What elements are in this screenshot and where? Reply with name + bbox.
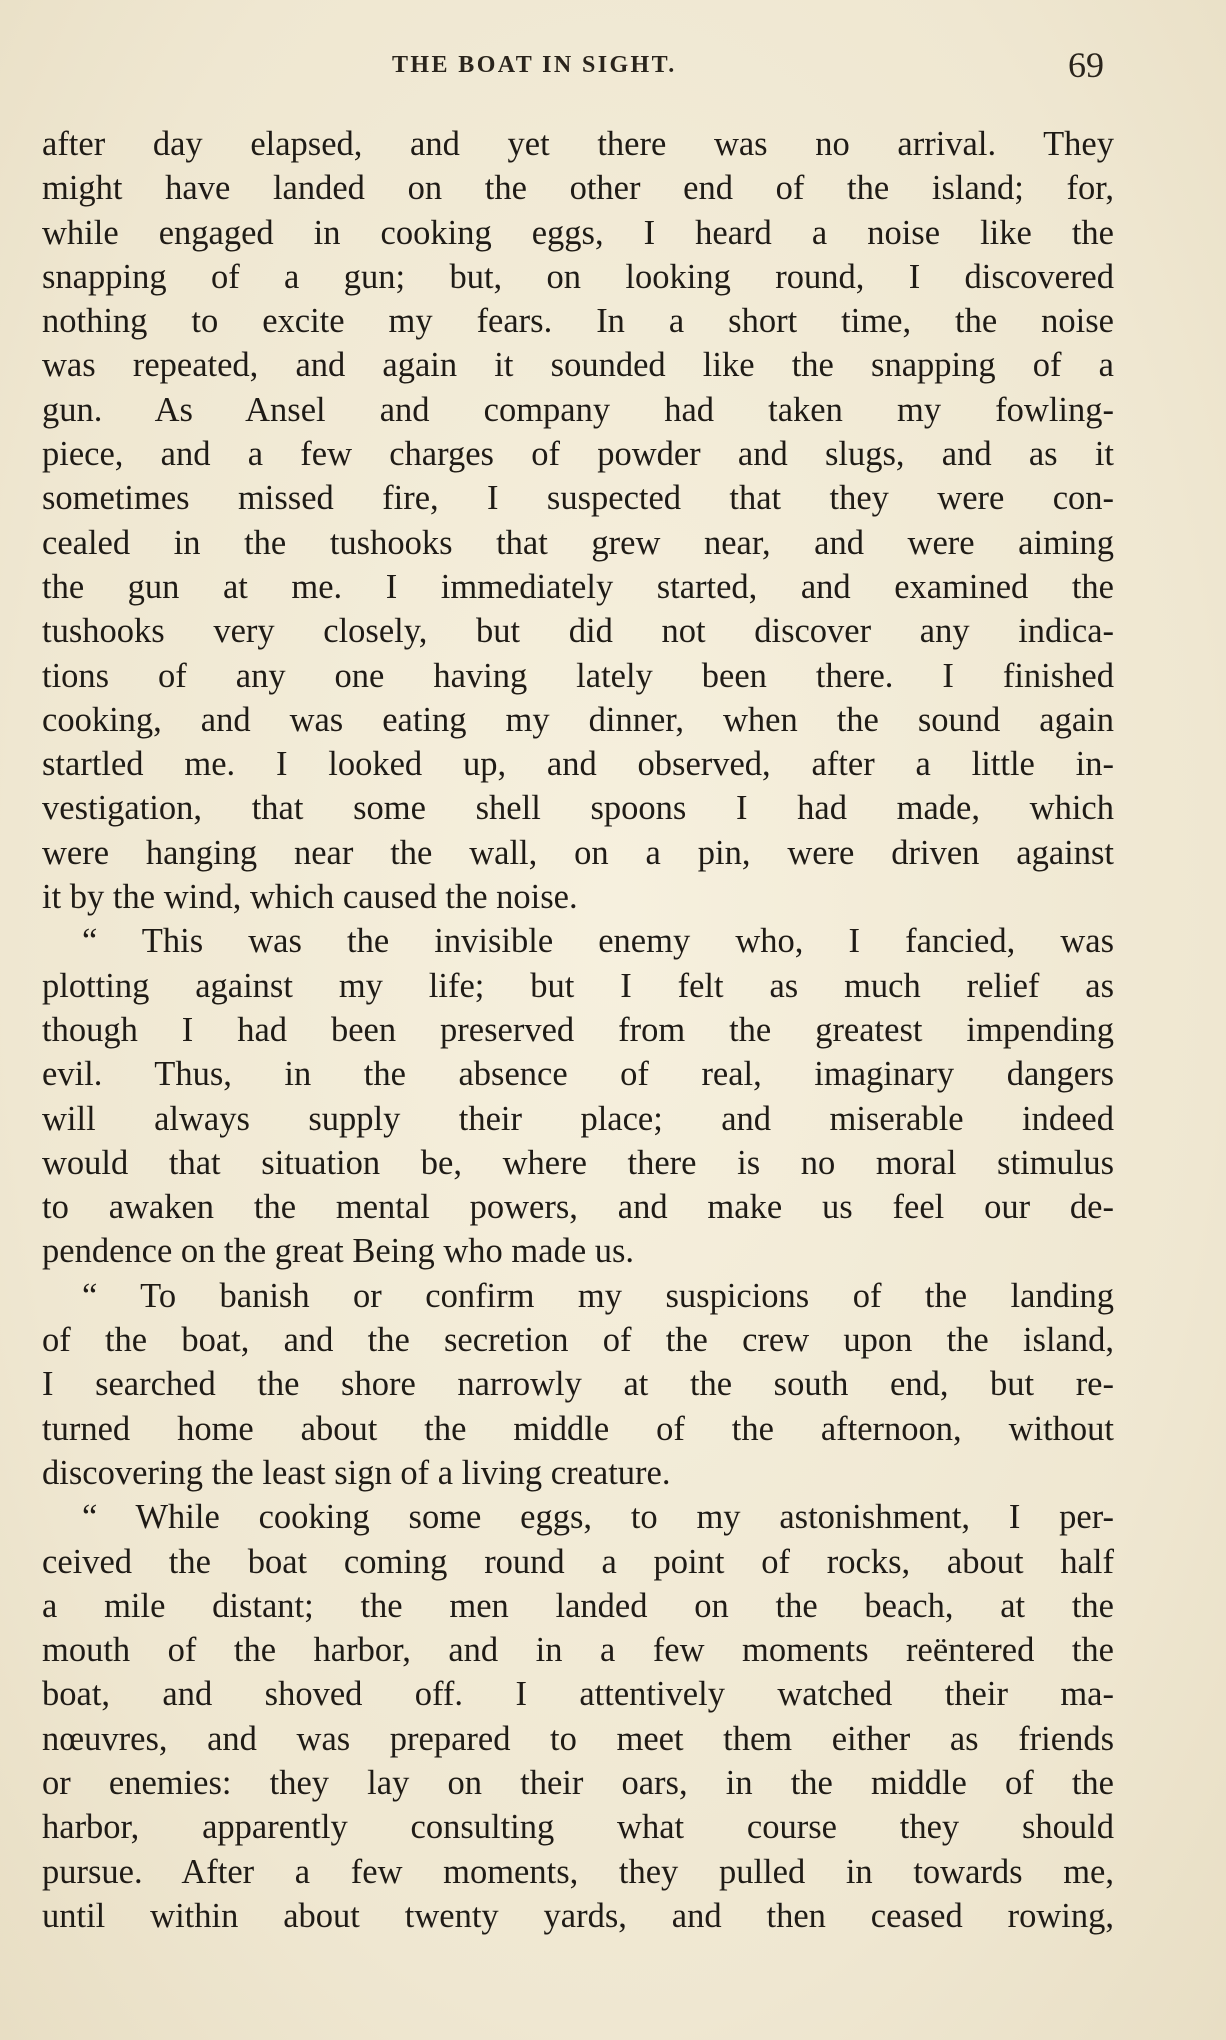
- text-line: ceived the boat coming round a point of rocks, about half: [42, 1542, 1114, 1581]
- text-line: of the boat, and the secretion of the crew upon the island,: [42, 1321, 1114, 1360]
- text-line: might have landed on the other end of the island; for,: [42, 169, 1114, 208]
- text-line: piece, and a few charges of powder and slugs, and as it: [42, 435, 1114, 474]
- text-line: turned home about the middle of the afternoon, without: [42, 1409, 1114, 1448]
- text-line: startled me. I looked up, and observed, after a little in-: [42, 745, 1114, 784]
- text-line: snapping of a gun; but, on looking round, I discovered: [42, 257, 1114, 296]
- text-line: while engaged in cooking eggs, I heard a noise like the: [42, 213, 1114, 252]
- text-line: or enemies: they lay on their oars, in the middle of the: [42, 1763, 1114, 1802]
- text-line: tions of any one having lately been there. I finished: [42, 656, 1114, 695]
- text-line: “ To banish or confirm my suspicions of the landing: [82, 1276, 1114, 1315]
- text-line: boat, and shoved off. I attentively watched their ma-: [42, 1675, 1114, 1714]
- text-line: a mile distant; the men landed on the beach, at the: [42, 1586, 1114, 1625]
- text-line: will always supply their place; and miserable indeed: [42, 1099, 1114, 1138]
- text-line: evil. Thus, in the absence of real, imaginary dangers: [42, 1055, 1114, 1094]
- text-line: until within about twenty yards, and then ceased rowing,: [42, 1896, 1114, 1935]
- text-line: tushooks very closely, but did not discover any indica-: [42, 612, 1114, 651]
- text-line: though I had been preserved from the greatest impending: [42, 1010, 1114, 1049]
- text-line: nothing to excite my fears. In a short time, the noise: [42, 302, 1114, 341]
- text-line: cealed in the tushooks that grew near, and were aiming: [42, 523, 1114, 562]
- text-line: “ While cooking some eggs, to my astonishment, I per-: [82, 1498, 1114, 1537]
- text-line: harbor, apparently consulting what course they should: [42, 1808, 1114, 1847]
- text-line: “ This was the invisible enemy who, I fancied, was: [82, 922, 1114, 961]
- body-text: [42, 122, 1114, 1938]
- running-head: THE BOAT IN SIGHT.: [392, 52, 677, 78]
- text-line: mouth of the harbor, and in a few moments reëntered the: [42, 1631, 1114, 1670]
- page-number: 69: [1068, 45, 1104, 85]
- text-line: gun. As Ansel and company had taken my fowling-: [42, 390, 1114, 429]
- text-line: after day elapsed, and yet there was no arrival. They: [42, 125, 1114, 163]
- text-line: pursue. After a few moments, they pulled in towards me,: [42, 1852, 1114, 1891]
- text-line: to awaken the mental powers, and make us feel our de-: [42, 1188, 1114, 1227]
- text-line: would that situation be, where there is no moral stimulus: [42, 1143, 1114, 1182]
- text-line: nœuvres, and was prepared to meet them either as friends: [42, 1719, 1114, 1758]
- text-line: the gun at me. I immediately started, and examined the: [42, 567, 1114, 606]
- text-line: cooking, and was eating my dinner, when the sound again: [42, 700, 1114, 739]
- text-line: discovering the least sign of a living creature.: [42, 1453, 671, 1492]
- page-header: [0, 42, 1226, 92]
- text-line: sometimes missed fire, I suspected that they were con-: [42, 479, 1114, 518]
- text-line: was repeated, and again it sounded like the snapping of a: [42, 346, 1114, 385]
- text-line: were hanging near the wall, on a pin, were driven against: [42, 833, 1114, 872]
- text-line: it by the wind, which caused the noise.: [42, 878, 578, 917]
- text-line: plotting against my life; but I felt as much relief as: [42, 966, 1114, 1005]
- text-line: I searched the shore narrowly at the south end, but re-: [42, 1365, 1114, 1404]
- text-line: vestigation, that some shell spoons I had made, which: [42, 789, 1114, 828]
- text-line: pendence on the great Being who made us.: [42, 1232, 635, 1271]
